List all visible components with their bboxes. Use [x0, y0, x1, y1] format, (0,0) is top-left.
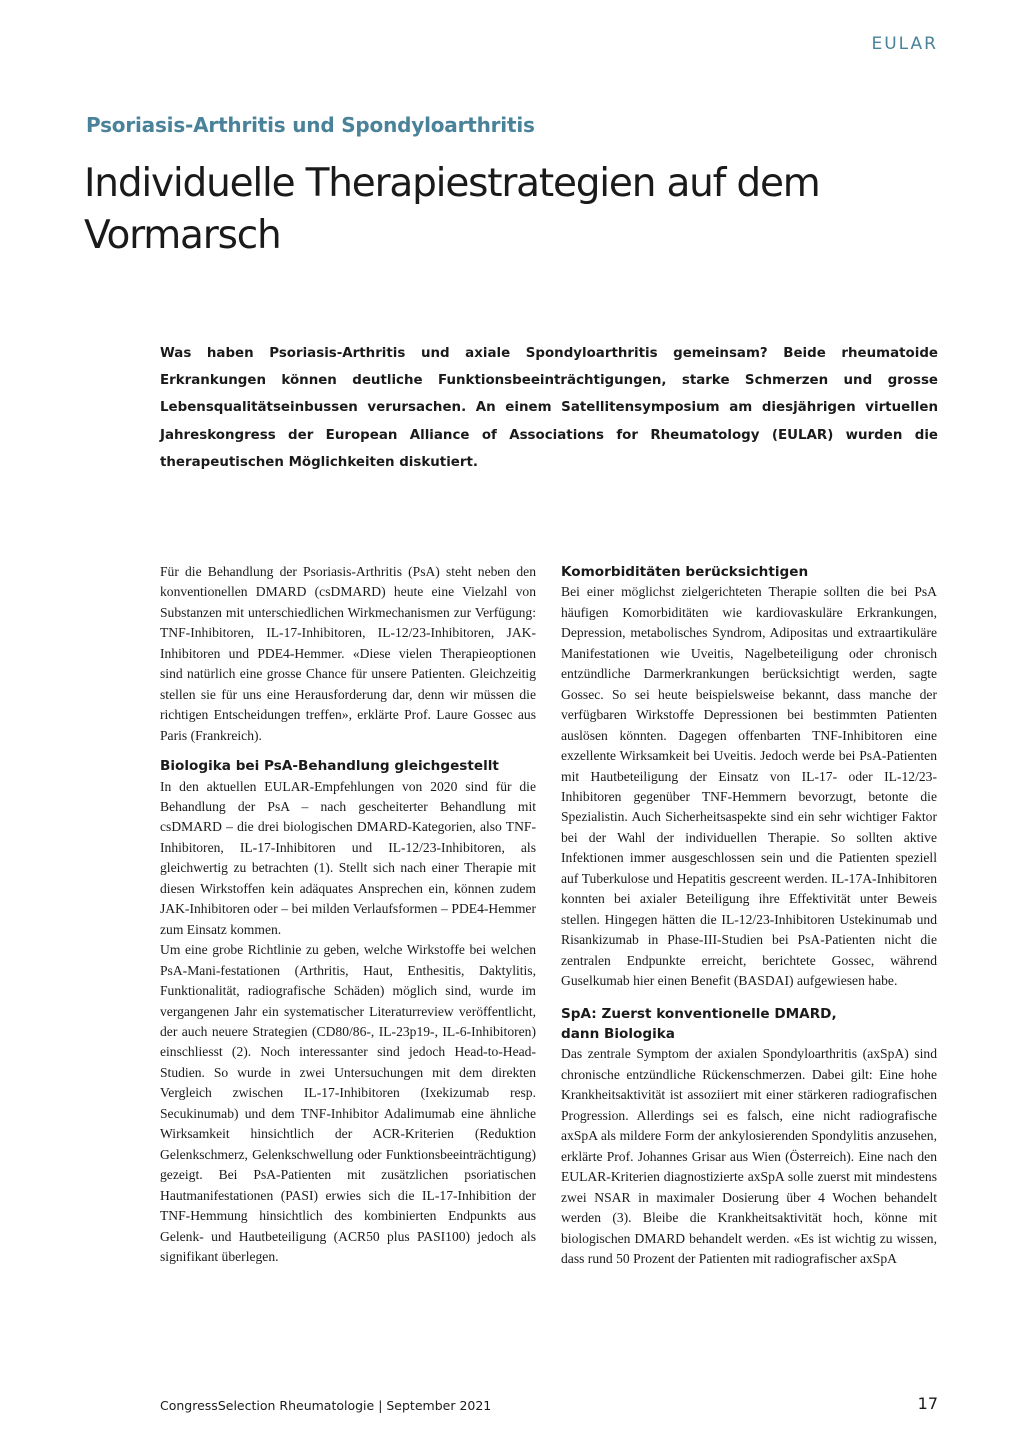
left-paragraph-2: In den aktuellen EULAR-Empfehlungen von 2020 sind für die Behandlung der PsA – nach gescheiterter Behandlung mit csDMARD – die drei biologischen DMARD-Kategorien, also TNF-Inhibitoren, IL-17-Inhibitoren und IL-12/23-Inhibitoren, als gleichwertig zu betrachten (1). Stellt sich nach einer Therapie mit diesen Wirkstoffen kein adäquates Ansprechen ein, können zudem JAK-Inhibitoren oder – bei milden Verlaufsformen – PDE4-Hemmer zum Einsatz kommen. [160, 778, 536, 937]
footer-publication: CongressSelection Rheumatologie | September 2021 [160, 1398, 492, 1413]
left-paragraph-1: Für die Behandlung der Psoriasis-Arthritis (PsA) steht neben den konventionellen DMARD (csDMARD) heute eine Vielzahl von Substanzen mit unterschiedlichen Wirkmechanismen zur Verfügung: TNF-Inhibitoren, IL-17-Inhibitoren, IL-12/23-Inhibitoren, JAK-Inhibitoren und PDE4-Hemmer. «Diese vielen Therapieoptionen sind natürlich eine grosse Chance für unsere Patienten. Gleichzeitig stellen sie für uns eine Herausforderung dar, denn wir müssen die richtigen Entscheidungen treffen», erklärte Prof. Laure Gossec aus Paris (Frankreich). [160, 564, 536, 743]
right-paragraph-1: Bei einer möglichst zielgerichteten Therapie sollten die bei PsA häufigen Komorbiditäten wie kardiovaskuläre Erkrankungen, Depression, metabolisches Syndrom, Adipositas und extraartikuläre Manifestationen wie Uveitis, Nagelbeteiligung oder chronisch entzündliche Darmerkrankungen berücksichtigt werden, sagte Gossec. So sei heute beispielsweise bekannt, dass manche der verfügbaren Wirkstoffe Depressionen bei bestimmten Patienten auslösen könnten. Dagegen offenbarten TNF-Inhibitoren eine exzellente Wirksamkeit bei Uveitis. Jedoch werde bei PsA-Patienten mit Hautbeteiligung der Einsatz von IL-17- oder IL-12/23-Inhibitoren gegenüber TNF-Hemmern bevorzugt, betonte die Spezialistin. Auch Sicherheitsaspekte sind ein sehr wichtiger Faktor bei der Wahl der individuellen Therapie. So sollten aktive Infektionen immer ausgeschlossen sein und die Patienten speziell auf Tuberkulose und Hepatitis gescreent werden. IL-17A-Inhibitoren konnten bei axialer Beteiligung ihre Effektivität unter Beweis stellen. Hingegen hätten die IL-12/23-Inhibitoren Ustekinumab und Risankizumab in Phase-III-Studien bei PsA-Patienten nicht die zentralen Endpunkte erreicht, berichtete Gossec, während Guselkumab hier einen Benefit (BASDAI) aufgewiesen habe. [561, 584, 937, 989]
left-paragraph-3: Um eine grobe Richtlinie zu geben, welche Wirkstoffe bei welchen PsA-Mani-festationen (Arthritis, Haut, Enthesitis, Daktylitis, Funktionalität, radiografische Schäden) möglich sind, wurde im vergangenen Jahr ein systematischer Literaturreview veröffentlicht, der auch neuere Strategien (CD80/86-, IL-23p19-, IL-6-Inhibitoren) einschliesst (2). Noch interessanter sind jedoch Head-to-Head-Studien. So wurde in zwei Untersuchungen mit dem direkten Vergleich zwischen IL-17-Inhibitoren (Ixekizumab resp. Secukinumab) und dem TNF-Inhibitor Adalimumab eine ähnliche Wirksamkeit hinsichtlich der ACR-Kriterien (Reduktion Gelenkschmerz, Gelenkschwellung oder Funktionsbeeinträchtigung) gezeigt. Bei PsA-Patienten mit zusätzlichen psoriatischen Hautmanifestationen (PASI) erwies sich die IL-17-Inhibition der TNF-Hemmung hinsichtlich des kombinierten Endpunkts aus Gelenk- und Hautbeteiligung (ACR50 plus PASI100) jedoch als signifikant überlegen. [160, 942, 536, 1264]
right-paragraph-2: Das zentrale Symptom der axialen Spondyloarthritis (axSpA) sind chronische entzündliche Rückenschmerzen. Dabei gilt: Eine hohe Krankheitsaktivität ist assoziiert mit einer stärkeren radiografischen Progression. Allerdings sei es falsch, eine nicht radiografische axSpA als mildere Form der ankylosierenden Spondylitis anzusehen, erklärte Prof. Johannes Grisar aus Wien (Österreich). Eine nach den EULAR-Kriterien diagnostizierte axSpA solle zuerst mit mindestens zwei NSAR in maximaler Dosierung über 4 Wochen behandelt werden (3). Bleibe die Krankheitsaktivität hoch, könne mit biologischen DMARD behandelt werden. «Es ist wichtig zu wissen, dass rund 50 Prozent der Patienten mit radiografischer axSpA [561, 1046, 937, 1266]
article-title: Individuelle Therapiestrategien auf dem Vormarsch [84, 161, 820, 258]
subheading-spa-line-2: dann Biologika [561, 1025, 675, 1042]
subheading-spa-line-1: SpA: Zuerst konventionelle DMARD, [561, 1005, 837, 1022]
article-kicker: Psoriasis-Arthritis und Spondyloarthritis [86, 113, 535, 137]
article-lead: Was haben Psoriasis-Arthritis und axiale Spondyloarthritis gemeinsam? Beide rheumatoide Erkrankungen können deutliche Funktionsbeeinträchtigungen, starke Schmerzen und grosse Lebensqualitätseinbussen verursachen. An einem Satellitensymposium am diesjährigen virtuellen Jahreskongress der European Alliance of Associations for Rheumatology (EULAR) wurden die therapeutischen Möglichkeiten diskutiert. [160, 346, 938, 470]
subheading-spa [561, 1004, 937, 1045]
left-column [160, 562, 536, 1267]
subheading-biologika: Biologika bei PsA-Behandlung gleichgestellt [160, 758, 499, 775]
page-number: 17 [917, 1394, 938, 1413]
section-tag: EULAR [871, 34, 938, 54]
right-column [561, 562, 937, 1269]
subheading-komorbiditaeten: Komorbiditäten berücksichtigen [561, 564, 809, 580]
